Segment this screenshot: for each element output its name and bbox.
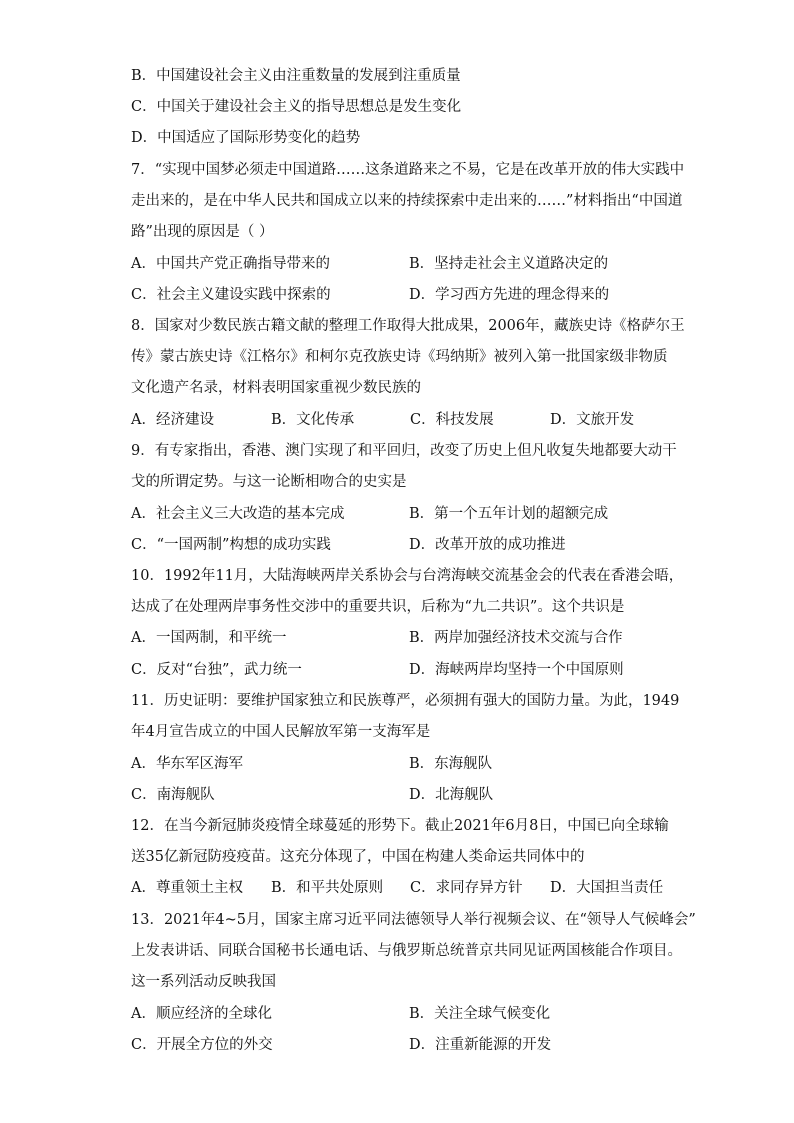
q10-option-d: D．海峡两岸均坚持一个中国原则 xyxy=(409,662,624,678)
q8-stem-line3: 文化遗产名录，材料表明国家重视少数民族的 xyxy=(131,380,421,396)
q12-option-b: B．和平共处原则 xyxy=(271,880,384,896)
q13-option-c: C．开展全方位的外交 xyxy=(131,1037,273,1053)
q9-option-c: C．“一国两制”构想的成功实践 xyxy=(131,537,331,553)
q12-stem-line2: 送35亿新冠防疫疫苗。这充分体现了，中国在构建人类命运共同体中的 xyxy=(131,849,585,865)
q8-option-c: C．科技发展 xyxy=(410,412,494,428)
q11-option-c: C．南海舰队 xyxy=(131,787,215,803)
q9-option-d: D．改革开放的成功推进 xyxy=(409,537,566,553)
q8-option-b: B．文化传承 xyxy=(271,412,355,428)
q13-options-row2 xyxy=(131,1035,552,1055)
q12-option-c: C．求同存异方针 xyxy=(410,880,523,896)
q10-options-row2 xyxy=(131,660,624,680)
q13-stem-line2: 上发表讲话、同联合国秘书长通电话、与俄罗斯总统普京共同见证两国核能合作项目。 xyxy=(131,943,682,959)
q6-option-b: B．中国建设社会主义由注重数量的发展到注重质量 xyxy=(131,68,461,84)
q12-option-a: A．尊重领土主权 xyxy=(131,880,243,896)
q12-stem-line1: 12．在当今新冠肺炎疫情全球蔓延的形势下。截止2021年6月8日，中国已向全球输 xyxy=(131,818,669,834)
q8-stem-line1: 8．国家对少数民族古籍文献的整理工作取得大批成果，2006年，藏族史诗《格萨尔王 xyxy=(131,318,685,334)
q13-stem-line1: 13．2021年4~5月，国家主席习近平同法德领导人举行视频会议、在“领导人气候峰会” xyxy=(131,912,696,928)
q11-option-b: B．东海舰队 xyxy=(409,756,493,772)
q9-options-row2 xyxy=(131,535,566,555)
q10-option-b: B．两岸加强经济技术交流与合作 xyxy=(409,630,623,646)
q7-stem-line3: 路”出现的原因是（ ） xyxy=(131,224,274,240)
q6-option-d: D．中国适应了国际形势变化的趋势 xyxy=(131,130,361,146)
q8-option-d: D．文旅开发 xyxy=(550,412,635,428)
q10-stem-line1: 10．1992年11月，大陆海峡两岸关系协会与台湾海峡交流基金会的代表在香港会晤， xyxy=(131,568,684,584)
q7-options-row2 xyxy=(131,285,610,305)
q9-stem-line1: 9．有专家指出，香港、澳门实现了和平回归，改变了历史上但凡收复失地都要大动干 xyxy=(131,443,677,459)
q11-stem-line1: 11．历史证明：要维护国家独立和民族尊严，必须拥有强大的国防力量。为此，1949 xyxy=(131,693,680,709)
q11-stem-line2: 年4月宣告成立的中国人民解放军第一支海军是 xyxy=(131,724,431,740)
q8-option-a: A．经济建设 xyxy=(131,412,214,428)
q9-option-b: B．第一个五年计划的超额完成 xyxy=(409,506,609,522)
q6-option-c: C．中国关于建设社会主义的指导思想总是发生变化 xyxy=(131,99,462,115)
q13-options-row1 xyxy=(131,1004,551,1024)
q12-option-d: D．大国担当责任 xyxy=(550,880,664,896)
q11-option-d: D．北海舰队 xyxy=(409,787,494,803)
q13-stem-line3: 这一系列活动反映我国 xyxy=(131,974,276,990)
q11-options-row2 xyxy=(131,785,494,805)
q7-option-c: C．社会主义建设实践中探索的 xyxy=(131,287,331,303)
q7-options-row1 xyxy=(131,254,609,274)
q8-stem-line2: 传》蒙古族史诗《江格尔》和柯尔克孜族史诗《玛纳斯》被列入第一批国家级非物质 xyxy=(131,349,668,365)
q9-stem-line2: 戈的所谓定势。与这一论断相吻合的史实是 xyxy=(131,474,407,490)
q7-option-d: D．学习西方先进的理念得来的 xyxy=(409,287,610,303)
q10-option-c: C．反对“台独”，武力统一 xyxy=(131,662,302,678)
q13-option-b: B．关注全球气候变化 xyxy=(409,1006,551,1022)
q7-stem-line1: 7．“实现中国梦必须走中国道路……这条道路来之不易，它是在改革开放的伟大实践中 xyxy=(131,162,685,178)
q7-option-b: B．坚持走社会主义道路决定的 xyxy=(409,256,609,272)
q9-option-a: A．社会主义三大改造的基本完成 xyxy=(131,506,345,522)
q10-stem-line2: 达成了在处理两岸事务性交涉中的重要共识，后称为“九二共识”。这个共识是 xyxy=(131,599,625,615)
q13-option-d: D．注重新能源的开发 xyxy=(409,1037,552,1053)
q13-option-a: A．顺应经济的全球化 xyxy=(131,1006,272,1022)
q7-option-a: A．中国共产党正确指导带来的 xyxy=(131,256,330,272)
q10-options-row1 xyxy=(131,628,623,648)
q7-stem-line2: 走出来的，是在中华人民共和国成立以来的持续探索中走出来的……”材料指出“中国道 xyxy=(131,193,683,209)
q9-options-row1 xyxy=(131,504,609,524)
q11-options-row1 xyxy=(131,754,493,774)
q11-option-a: A．华东军区海军 xyxy=(131,756,243,772)
q10-option-a: A．一国两制，和平统一 xyxy=(131,630,287,646)
